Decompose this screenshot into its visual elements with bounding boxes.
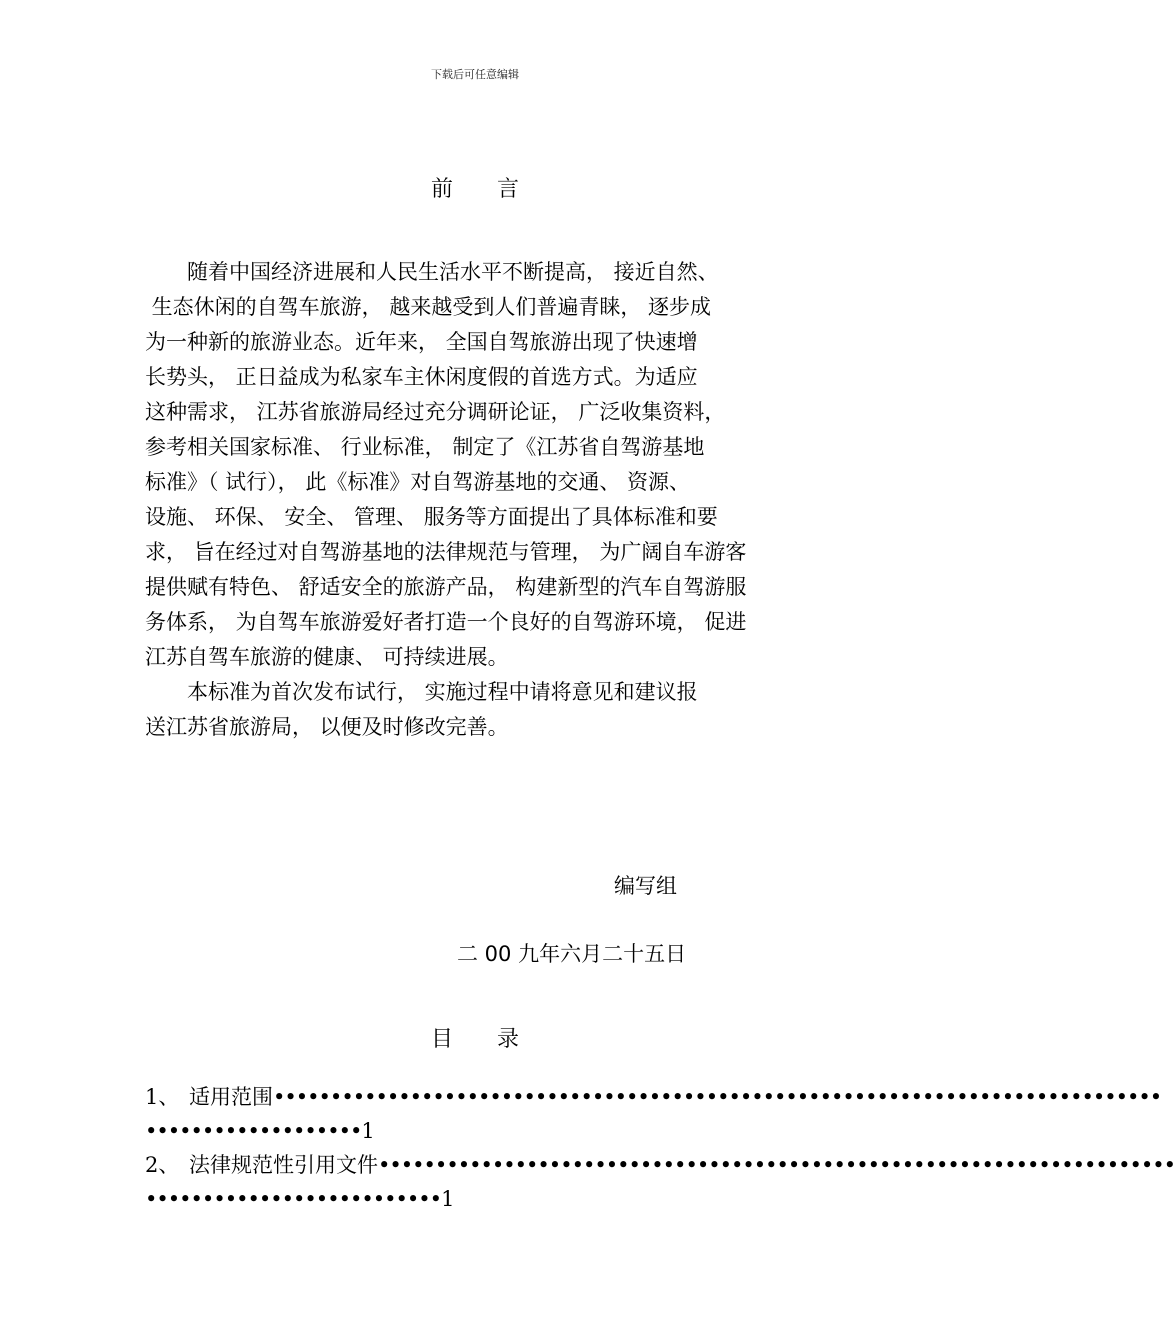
preface-line: 这种需求， 江苏省旅游局经过充分调研论证， 广泛收集资料， [145,400,726,424]
preface-line: 本标准为首次发布试行， 实施过程中请将意见和建议报 [145,680,698,704]
toc-entry-line [145,1182,805,1216]
toc-entry-line [145,1114,805,1148]
preface-line: 生态休闲的自驾车旅游， 越来越受到人们普遍青睐， 逐步成 [145,295,712,319]
preface-line: 参考相关国家标准、 行业标准， 制定了《江苏省自驾游基地 [145,435,705,459]
toc-entry-title[interactable]: 法律规范性引用文件 [189,1153,378,1177]
toc-page-number: 1 [441,1187,455,1211]
toc-leader-dots: ••••••••••••••••••• [145,1119,362,1143]
preface-line: 务体系， 为自驾车旅游爱好者打造一个良好的自驾游环境， 促进 [145,610,747,634]
preface-line: 随着中国经济进展和人民生活水平不断提高， 接近自然、 [145,260,719,284]
toc-title-left: 目 [430,1027,453,1052]
toc-leader-dots: •••••••••••••••••••••••••• [145,1187,442,1211]
toc-leader-dots: •••••••••••••••••••••••••••••••••••••••••••••••••••••••••••••••••••••••••••••• [273,1085,1162,1109]
preface-line: 设施、 环保、 安全、 管理、 服务等方面提出了具体标准和要 [145,505,718,529]
toc-page-number: 1 [361,1119,375,1143]
preface-line: 为一种新的旅游业态。近年来， 全国自驾旅游出现了快速增 [145,330,698,354]
toc-entry-title[interactable]: 适用范围 [189,1085,273,1109]
preface-title [0,172,950,203]
toc-entry-line [145,1148,1175,1182]
toc-entry-line [145,1080,1162,1114]
page-header-note: 下载后可任意编辑 [431,68,519,81]
toc-title-right: 录 [497,1027,520,1052]
toc-entry-number: 2、 [145,1153,180,1177]
preface-line: 求， 旨在经过对自驾游基地的法律规范与管理， 为广阔自车游客 [145,540,747,564]
toc-entry-number: 1、 [145,1085,180,1109]
table-of-contents [145,1080,1175,1216]
preface-title-left: 前 [430,177,453,202]
preface-date: 二 00 九年六月二十五日 [457,942,687,966]
preface-line: 江苏自驾车旅游的健康、 可持续进展。 [145,645,509,669]
toc-leader-dots: •••••••••••••••••••••••••••••••••••••••••••••••••••••••••••••••••••••• [378,1153,1175,1177]
preface-title-right: 言 [497,177,520,202]
toc-title [0,1022,950,1053]
preface-author: 编写组 [614,874,677,898]
preface-line: 送江苏省旅游局， 以便及时修改完善。 [145,715,509,739]
preface-line: 长势头， 正日益成为私家车主休闲度假的首选方式。为适应 [145,365,698,389]
preface-body [145,255,810,745]
toc-entry[interactable] [145,1080,1162,1148]
preface-line: 标准》（ 试行）， 此《标准》对自驾游基地的交通、 资源、 [145,470,691,494]
preface-line: 提供赋有特色、 舒适安全的旅游产品， 构建新型的汽车自驾游服 [145,575,747,599]
toc-entry[interactable] [145,1148,1175,1216]
